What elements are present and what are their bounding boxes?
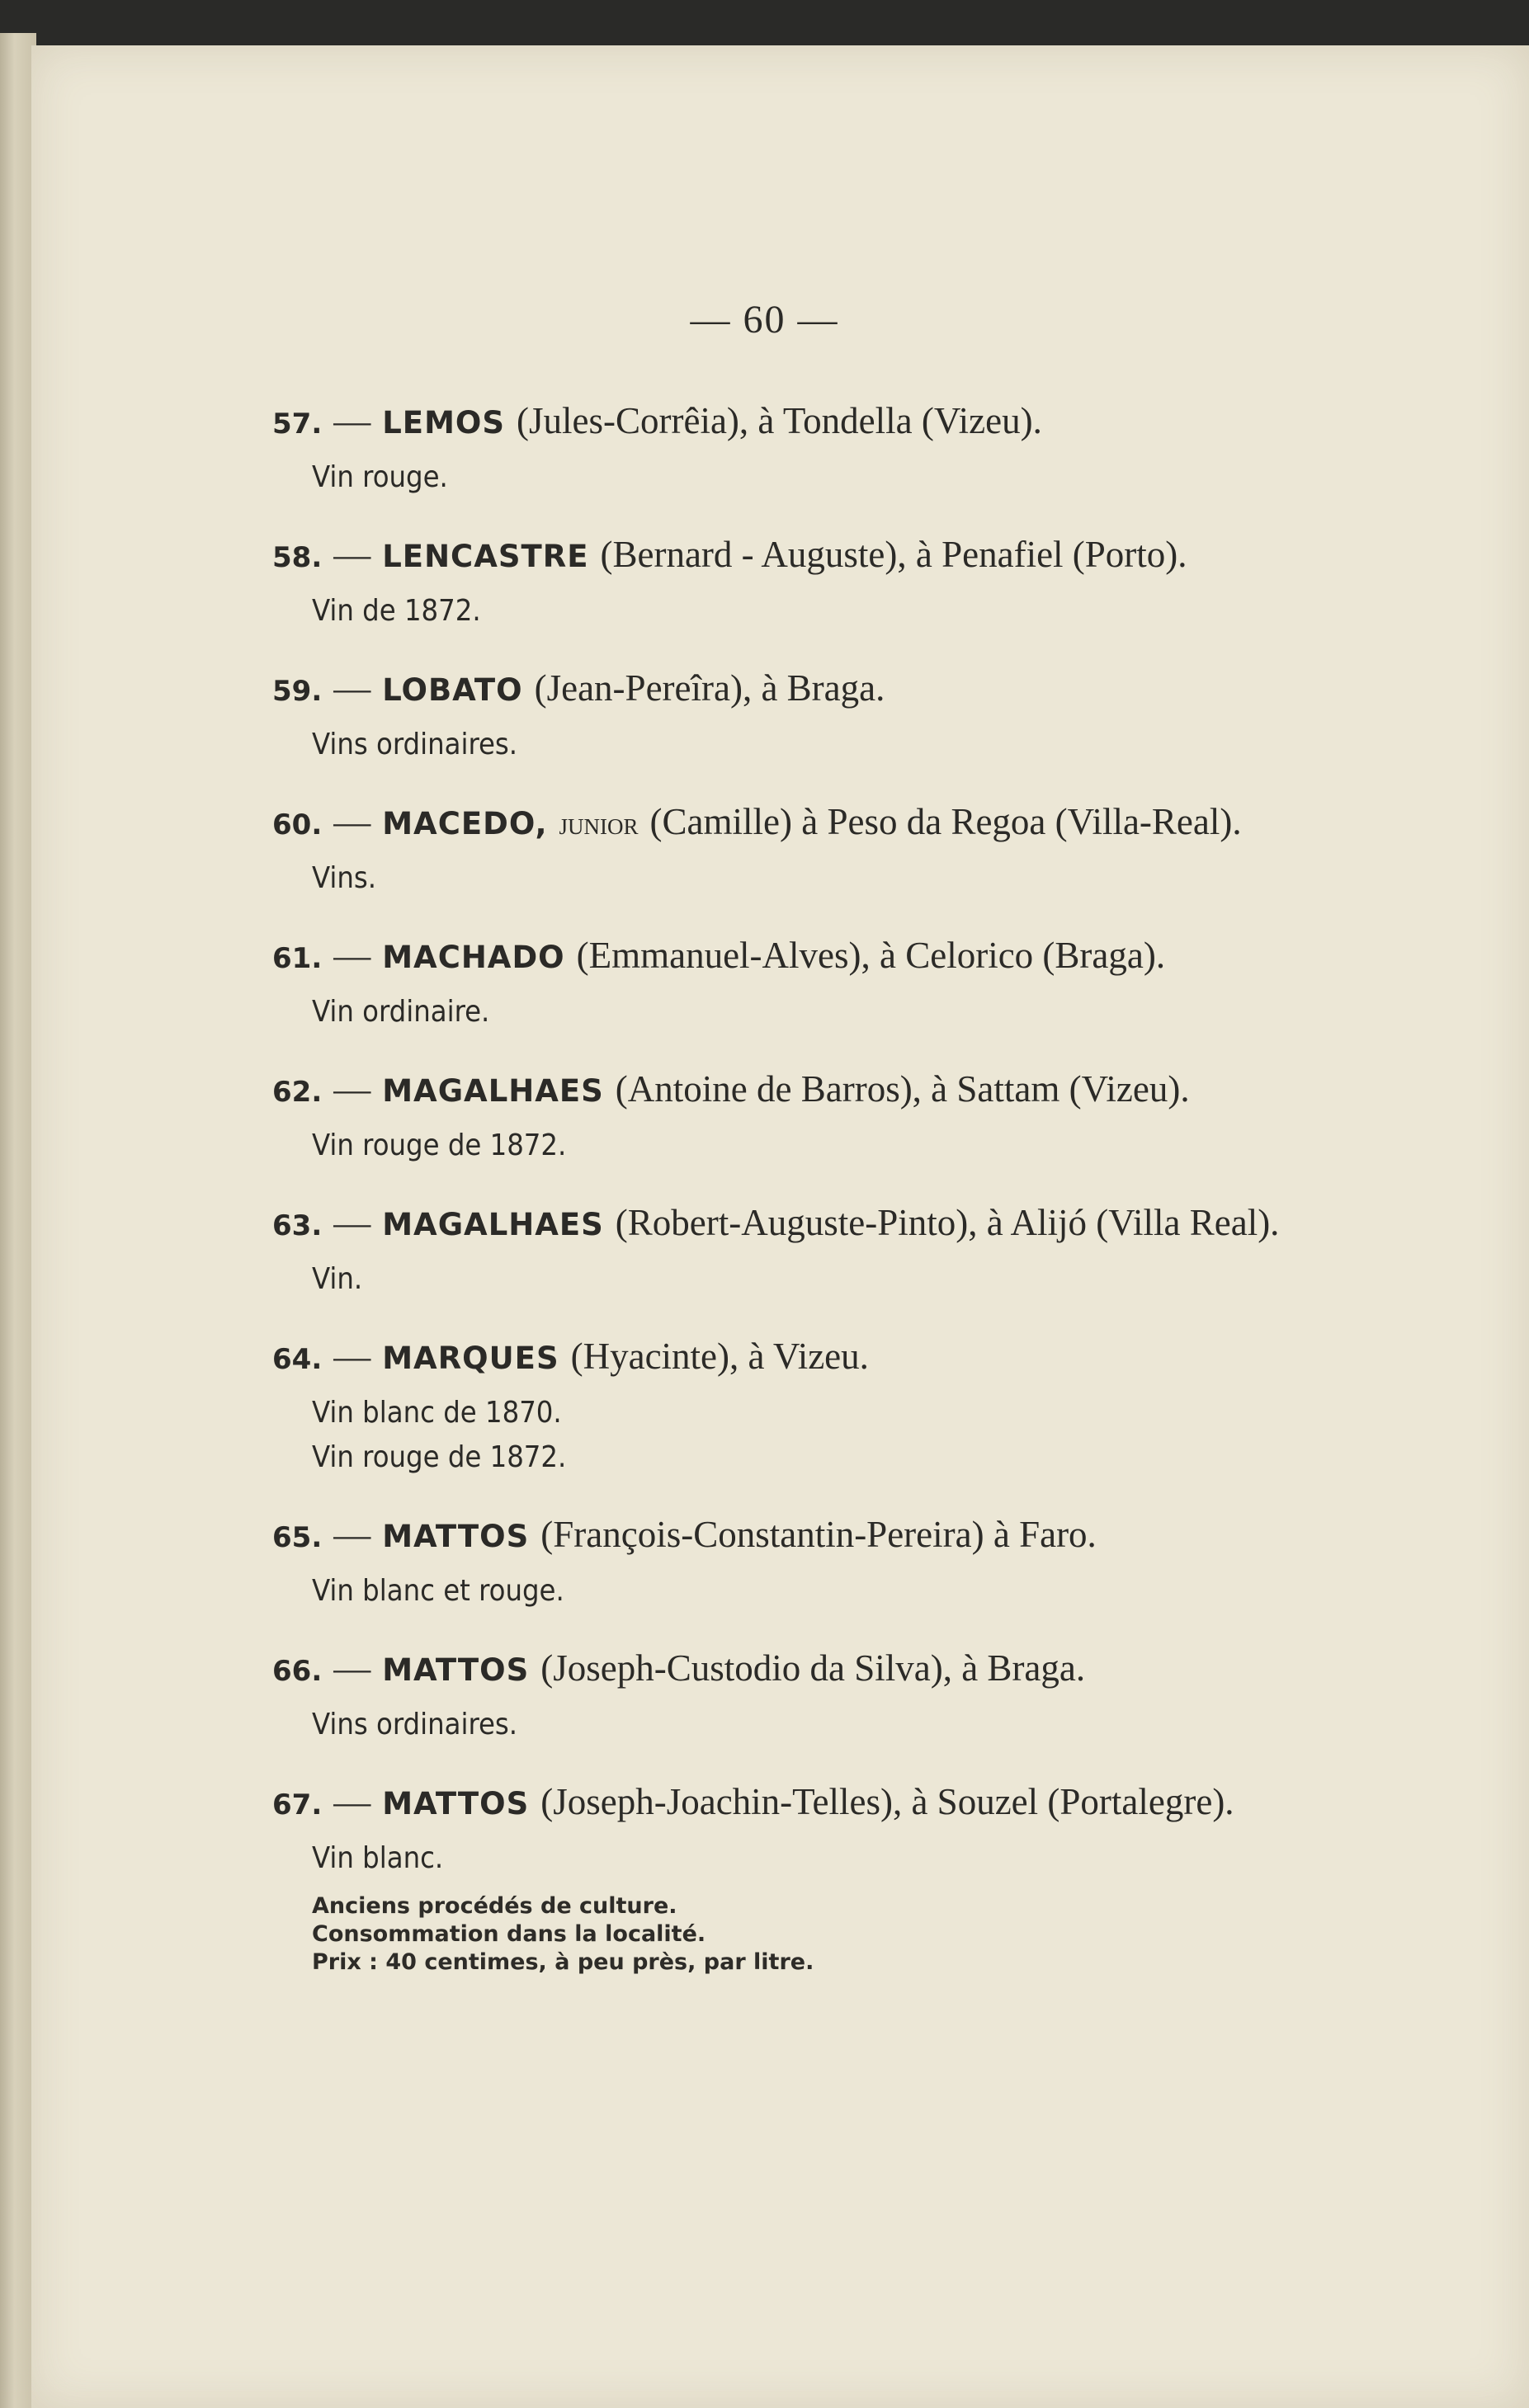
producer-name: LENCASTRE — [382, 539, 589, 574]
producer-name: MAGALHAES — [382, 1207, 604, 1242]
producer-name: MARQUES — [382, 1341, 559, 1376]
producer-name: MACHADO — [382, 940, 565, 975]
entry-number: 67. — [272, 1788, 323, 1821]
entry-61 — [272, 929, 1287, 1034]
note-line: Consommation dans la localité. — [312, 1921, 706, 1947]
entry-dash: — — [333, 534, 371, 575]
producer-details: (Robert-Auguste-Pinto), à Alijó (Villa Real). — [615, 1202, 1280, 1243]
producer-details: (Bernard - Auguste), à Penafiel (Porto). — [600, 534, 1187, 575]
wine-description: Vins ordinaires. — [312, 728, 518, 761]
entry-number: 62. — [272, 1076, 323, 1109]
note-line: Anciens procédés de culture. — [312, 1893, 677, 1919]
entry-57 — [272, 394, 1287, 500]
wine-description: Vin rouge de 1872. — [312, 1129, 567, 1162]
entry-62 — [272, 1063, 1287, 1168]
wine-description: Vin rouge de 1872. — [312, 1440, 567, 1474]
entry-59 — [272, 662, 1287, 767]
wine-description: Vin rouge. — [312, 460, 448, 494]
producer-details: (Camille) à Peso da Regoa (Villa-Real). — [649, 801, 1242, 842]
footnotes — [272, 1892, 1287, 1977]
entry-number: 60. — [272, 808, 323, 841]
note-line: Prix : 40 centimes, à peu près, par litre. — [312, 1949, 814, 1975]
producer-name: MATTOS — [382, 1786, 530, 1821]
entry-dash: — — [333, 1647, 371, 1689]
wine-description: Vin. — [312, 1262, 363, 1296]
entry-dash: — — [333, 1781, 371, 1822]
producer-details: (Joseph-Joachin-Telles), à Souzel (Portalegre). — [540, 1781, 1234, 1822]
entry-number: 61. — [272, 942, 323, 975]
wine-description: Vins ordinaires. — [312, 1708, 518, 1741]
entry-dash: — — [333, 1514, 371, 1555]
entry-number: 66. — [272, 1655, 323, 1688]
entry-number: 64. — [272, 1343, 323, 1376]
wine-description: Vin blanc et rouge. — [312, 1574, 564, 1608]
entry-dash: — — [333, 1202, 371, 1243]
producer-details: (Hyacinte), à Vizeu. — [570, 1336, 869, 1377]
producer-name: MAGALHAES — [382, 1073, 604, 1109]
entry-number: 65. — [272, 1521, 323, 1554]
entry-64 — [272, 1330, 1287, 1480]
entry-60 — [272, 795, 1287, 901]
entry-66 — [272, 1642, 1287, 1747]
producer-details: (Joseph-Custodio da Silva), à Braga. — [540, 1647, 1086, 1689]
producer-details: (Jules-Corrêia), à Tondella (Vizeu). — [517, 400, 1042, 441]
page-number: — 60 — — [690, 298, 839, 342]
entry-dash: — — [333, 1068, 371, 1110]
entry-dash: — — [333, 935, 371, 976]
producer-name: MATTOS — [382, 1519, 530, 1554]
entry-dash: — — [333, 801, 371, 842]
entry-dash: — — [333, 667, 371, 709]
entry-dash: — — [333, 400, 371, 441]
entry-67 — [272, 1775, 1287, 1977]
entry-number: 59. — [272, 675, 323, 708]
entry-65 — [272, 1508, 1287, 1614]
producer-details: (François-Constantin-Pereira) à Faro. — [540, 1514, 1097, 1555]
entry-list — [272, 394, 1287, 2005]
producer-name: MACEDO, — [382, 806, 548, 841]
producer-details: (Antoine de Barros), à Sattam (Vizeu). — [615, 1068, 1190, 1110]
name-qualifier: junior — [559, 807, 639, 841]
entry-dash: — — [333, 1336, 371, 1377]
entry-number: 58. — [272, 541, 323, 574]
producer-details: (Jean-Pereîra), à Braga. — [534, 667, 885, 709]
producer-details: (Emmanuel-Alves), à Celorico (Braga). — [576, 935, 1166, 976]
entry-number: 57. — [272, 408, 323, 441]
wine-description: Vin de 1872. — [312, 594, 481, 628]
wine-description: Vins. — [312, 861, 377, 895]
producer-name: LEMOS — [382, 405, 506, 441]
entry-58 — [272, 528, 1287, 634]
wine-description: Vin blanc de 1870. — [312, 1396, 562, 1430]
entry-63 — [272, 1196, 1287, 1302]
wine-description: Vin blanc. — [312, 1841, 444, 1875]
producer-name: LOBATO — [382, 672, 523, 708]
entry-number: 63. — [272, 1209, 323, 1242]
wine-description: Vin ordinaire. — [312, 995, 490, 1029]
producer-name: MATTOS — [382, 1652, 530, 1688]
